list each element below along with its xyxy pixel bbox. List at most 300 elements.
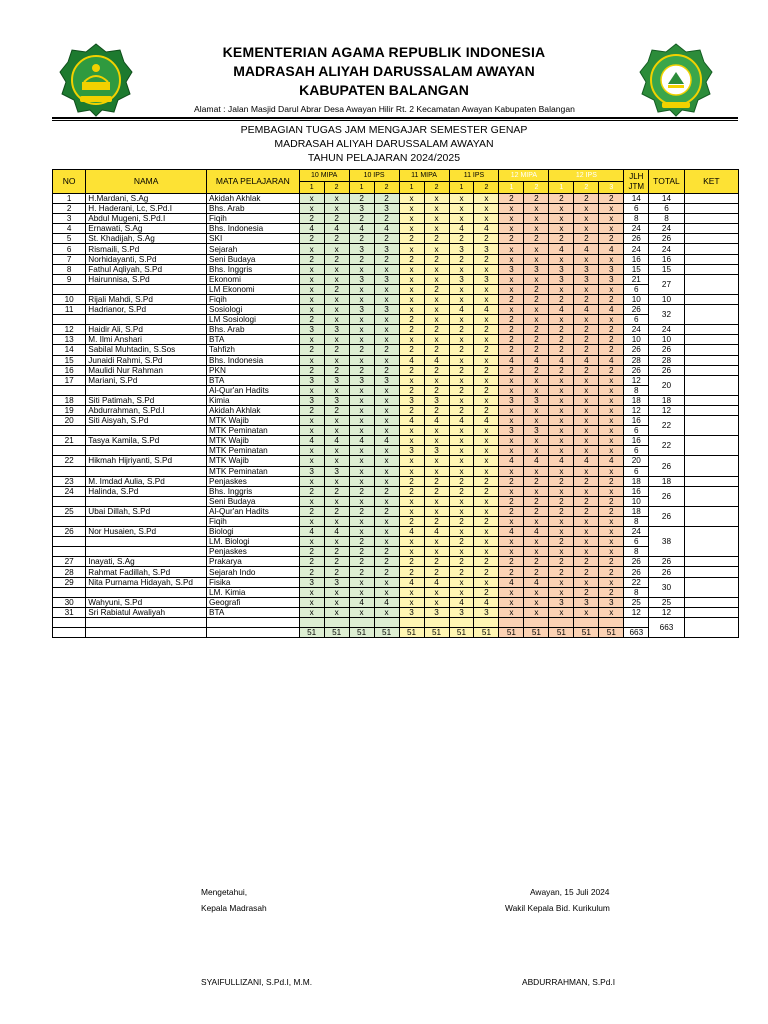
cell-hours: x [299,416,324,426]
cell-hours: 2 [374,547,399,557]
cell-nama: Hadrianor, S.Pd [86,305,207,315]
cell-nama: Junaidi Rahmi, S.Pd [86,355,207,365]
cell-hours: 2 [299,506,324,516]
cell-hours: 2 [349,506,374,516]
cell-no [53,537,86,547]
cell-hours: x [474,577,499,587]
cell-hours: 4 [449,416,474,426]
cell-hours: 2 [499,365,524,375]
cell-hours: x [424,315,449,325]
cell-hours: x [574,284,599,294]
cell-total: 26 [649,506,684,526]
cell-hours: x [449,284,474,294]
cell-hours: 2 [349,547,374,557]
table-row [53,214,739,224]
cell-hours: 2 [324,284,349,294]
cell-nama: Inayati, S.Ag [86,557,207,567]
cell-hours: 4 [324,436,349,446]
header-school: MADRASAH ALIYAH DARUSSALAM AWAYAN [233,63,535,79]
cell-hours: x [524,315,549,325]
cell-hours: 3 [449,244,474,254]
cell-hours: 2 [299,486,324,496]
cell-hours: x [499,254,524,264]
cell-total: 24 [649,325,684,335]
cell-hours: 2 [499,194,524,204]
cell-hours: x [524,466,549,476]
cell-hours: x [299,496,324,506]
cell-hours: x [399,587,424,597]
cell-hours: 3 [299,466,324,476]
cell-hours: 2 [524,567,549,577]
cell-total: 10 [649,335,684,345]
cell-hours: 2 [399,365,424,375]
col-header-section: 2 [324,182,349,194]
cell-no: 25 [53,506,86,516]
cell-column-total: 51 [574,628,599,638]
cell-total: 26 [649,345,684,355]
table-row [53,335,739,345]
cell-hours: x [424,194,449,204]
cell-jlh: 10 [624,294,649,304]
cell-hours: 4 [499,456,524,466]
col-header-section: 2 [474,182,499,194]
cell-hours: x [499,587,524,597]
sign-right-name: ABDURRAHMAN, S.Pd.I [522,977,616,987]
cell-hours: 3 [324,395,349,405]
cell-nama: Sri Rabiatul Awaliyah [86,607,207,617]
cell-hours: 2 [299,557,324,567]
cell-grand-total: 663 [649,617,684,637]
header-ministry: KEMENTERIAN AGAMA REPUBLIK INDONESIA [222,44,546,60]
cell-hours: x [399,224,424,234]
cell-hours: x [324,294,349,304]
cell-hours: 4 [599,355,624,365]
cell-nama: Tasya Kamila, S.Pd [86,436,207,446]
cell-hours: x [474,375,499,385]
col-header-jlh: JLH JTM [624,170,649,194]
cell-mapel: Bhs. Indonesia [207,224,300,234]
cell-hours: x [599,416,624,426]
cell-nama: Rismaili, S.Pd [86,244,207,254]
cell-ket [684,194,738,204]
cell-mapel: Bhs. Arab [207,204,300,214]
cell-hours: 2 [299,254,324,264]
cell-hours: x [524,204,549,214]
cell-empty [349,617,374,627]
cell-hours: x [299,204,324,214]
header-rule-thin [52,120,738,121]
cell-jlh: 16 [624,486,649,496]
cell-nama: M. Ilmi Anshari [86,335,207,345]
cell-ket [684,365,738,375]
cell-hours: 2 [374,214,399,224]
table-row [53,537,739,547]
cell-hours: 2 [399,405,424,415]
cell-hours: x [474,194,499,204]
cell-total: 20 [649,375,684,395]
cell-jlh: 26 [624,345,649,355]
cell-hours: x [474,446,499,456]
cell-jlh: 20 [624,456,649,466]
cell-nama [86,284,207,294]
cell-no: 7 [53,254,86,264]
cell-hours: x [449,315,474,325]
cell-hours: 2 [474,234,499,244]
cell-ket [684,214,738,224]
cell-mapel: MTK Peminatan [207,446,300,456]
table-row [53,204,739,214]
cell-hours: x [474,436,499,446]
cell-hours: 2 [374,506,399,516]
cell-hours: x [349,294,374,304]
cell-empty [207,617,300,627]
cell-hours: x [599,426,624,436]
header-address: Alamat : Jalan Masjid Darul Abrar Desa Awayan Hilir Rt. 2 Kecamatan Awayan Kabupaten Balangan [194,104,575,114]
cell-mapel: BTA [207,375,300,385]
cell-hours: x [474,315,499,325]
cell-hours: x [449,466,474,476]
cell-jlh: 16 [624,436,649,446]
cell-hours: x [574,547,599,557]
cell-hours: x [349,355,374,365]
cell-hours: x [474,335,499,345]
cell-hours: x [474,496,499,506]
cell-hours: 2 [549,234,574,244]
col-header-ket: KET [684,170,738,194]
cell-empty [299,617,324,627]
cell-hours: 2 [299,315,324,325]
cell-no: 26 [53,527,86,537]
cell-hours: 2 [524,345,549,355]
cell-mapel: SKI [207,234,300,244]
cell-hours: 3 [599,264,624,274]
cell-hours: 2 [299,567,324,577]
cell-nama: Nita Purnama Hidayah, S.Pd [86,577,207,587]
cell-empty [53,617,86,627]
cell-hours: 2 [474,567,499,577]
cell-hours: x [499,517,524,527]
cell-hours: x [524,224,549,234]
cell-no: 11 [53,305,86,315]
cell-jlh: 18 [624,476,649,486]
cell-hours: x [449,294,474,304]
cell-mapel: Seni Budaya [207,254,300,264]
cell-hours: 3 [374,375,399,385]
cell-nama [86,466,207,476]
cell-nama: Ubai Dillah, S.Pd [86,506,207,516]
cell-hours: x [574,315,599,325]
cell-hours: x [299,517,324,527]
cell-hours: x [424,597,449,607]
cell-hours: 2 [549,567,574,577]
cell-hours: 2 [474,587,499,597]
cell-hours: x [324,385,349,395]
cell-hours: x [399,194,424,204]
cell-hours: 2 [424,254,449,264]
cell-hours: 2 [499,506,524,516]
cell-hours: x [474,214,499,224]
cell-hours: 2 [549,365,574,375]
cell-hours: x [599,395,624,405]
cell-hours: 2 [474,517,499,527]
col-header-class-group: 10 IPS [349,170,399,182]
cell-hours: x [599,466,624,476]
table-row-blank [53,617,739,627]
cell-nama: Sabilal Muhtadin, S.Sos [86,345,207,355]
cell-jlh: 10 [624,335,649,345]
cell-jlh: 12 [624,405,649,415]
cell-hours: x [574,527,599,537]
cell-hours: x [474,294,499,304]
cell-mapel: MTK Wajib [207,436,300,446]
cell-hours: 4 [474,416,499,426]
cell-hours: 4 [449,224,474,234]
cell-empty [86,628,207,638]
cell-hours: x [449,446,474,456]
cell-nama [86,426,207,436]
cell-hours: 2 [449,365,474,375]
cell-jlh: 8 [624,547,649,557]
cell-mapel: BTA [207,607,300,617]
cell-mapel: Bhs. Indonesia [207,355,300,365]
table-row [53,294,739,304]
cell-hours: 2 [524,365,549,375]
cell-hours: x [399,335,424,345]
cell-hours: x [449,436,474,446]
cell-total: 26 [649,365,684,375]
cell-column-total: 51 [324,628,349,638]
cell-hours: 3 [599,597,624,607]
cell-hours: x [299,587,324,597]
table-row [53,587,739,597]
cell-hours: x [424,587,449,597]
cell-hours: 2 [324,506,349,516]
cell-hours: x [549,577,574,587]
cell-hours: 2 [524,294,549,304]
cell-no: 3 [53,214,86,224]
cell-ket [684,345,738,355]
cell-ket [684,436,738,456]
cell-hours: x [599,375,624,385]
cell-hours: 2 [499,567,524,577]
doc-title: PEMBAGIAN TUGAS JAM MENGAJAR SEMESTER GENAP [240,124,528,136]
cell-jlh-total: 663 [624,628,649,638]
cell-hours: 4 [299,436,324,446]
cell-ket [684,325,738,335]
cell-hours: x [449,194,474,204]
cell-jlh: 8 [624,385,649,395]
cell-hours: x [349,284,374,294]
cell-hours: x [599,607,624,617]
cell-column-total: 51 [349,628,374,638]
cell-hours: x [324,355,349,365]
table-row [53,385,739,395]
cell-hours: 2 [399,234,424,244]
cell-hours: 3 [324,325,349,335]
cell-hours: x [399,547,424,557]
cell-hours: x [299,597,324,607]
cell-ket [684,244,738,254]
table-row [53,416,739,426]
table-row [53,527,739,537]
cell-hours: 2 [324,365,349,375]
col-header-nama: NAMA [86,170,207,194]
cell-hours: x [424,214,449,224]
cell-hours: 4 [574,244,599,254]
col-header-section: 1 [349,182,374,194]
cell-hours: 4 [374,597,399,607]
cell-ket [684,274,738,294]
cell-hours: x [474,547,499,557]
cell-hours: x [324,587,349,597]
cell-ket [684,234,738,244]
cell-hours: 2 [499,345,524,355]
cell-hours: 2 [574,194,599,204]
table-row [53,315,739,325]
cell-mapel: Penjaskes [207,547,300,557]
cell-hours: x [399,264,424,274]
cell-hours: 2 [474,254,499,264]
col-header-section: 1 [399,182,424,194]
cell-hours: x [474,537,499,547]
cell-hours: x [524,517,549,527]
cell-nama: H. Haderani, Lc, S.Pd.I [86,204,207,214]
cell-hours: 4 [474,597,499,607]
cell-empty [207,628,300,638]
cell-hours: x [399,294,424,304]
col-header-class-group: 12 IPS [549,170,624,182]
cell-hours: 2 [424,325,449,335]
cell-hours: x [374,466,399,476]
table-row [53,456,739,466]
cell-nama: Mariani, S.Pd [86,375,207,385]
cell-hours: 4 [524,456,549,466]
table-row [53,234,739,244]
cell-hours: x [549,547,574,557]
doc-subtitle: MADRASAH ALIYAH DARUSSALAM AWAYAN [274,138,494,150]
cell-hours: x [549,395,574,405]
cell-hours: 3 [399,607,424,617]
table-row [53,274,739,284]
cell-hours: x [599,577,624,587]
cell-hours: x [499,466,524,476]
cell-ket [684,557,738,567]
cell-hours: x [399,496,424,506]
cell-empty [599,617,624,627]
cell-hours: x [349,264,374,274]
cell-hours: x [349,315,374,325]
col-header-section: 2 [524,182,549,194]
cell-hours: x [574,446,599,456]
cell-total: 32 [649,305,684,325]
cell-hours: 2 [474,557,499,567]
cell-hours: 2 [549,194,574,204]
cell-column-total: 51 [474,628,499,638]
cell-hours: 2 [524,325,549,335]
sign-left-name: SYAIFULLIZANI, S.Pd.I, M.M. [201,977,313,987]
cell-hours: x [449,375,474,385]
cell-hours: x [299,426,324,436]
cell-hours: 4 [299,527,324,537]
cell-hours: 3 [324,466,349,476]
cell-hours: 2 [399,517,424,527]
cell-jlh: 6 [624,537,649,547]
cell-jlh: 24 [624,527,649,537]
cell-hours: x [574,436,599,446]
cell-hours: 4 [499,527,524,537]
cell-hours: 4 [574,456,599,466]
cell-jlh: 21 [624,274,649,284]
cell-total: 22 [649,436,684,456]
cell-hours: 2 [449,345,474,355]
cell-mapel: Fiqih [207,294,300,304]
cell-no: 21 [53,436,86,446]
cell-mapel: MTK Wajib [207,456,300,466]
cell-hours: x [599,204,624,214]
cell-hours: 2 [374,557,399,567]
cell-hours: x [424,274,449,284]
cell-hours: 2 [399,345,424,355]
cell-jlh: 12 [624,375,649,385]
cell-hours: 3 [499,264,524,274]
cell-jlh: 26 [624,567,649,577]
cell-hours: 2 [349,194,374,204]
table-row [53,476,739,486]
cell-nama: H.Mardani, S.Ag [86,194,207,204]
cell-total: 25 [649,597,684,607]
cell-hours: x [324,496,349,506]
cell-nama [86,496,207,506]
cell-hours: 2 [449,476,474,486]
cell-no: 29 [53,577,86,587]
cell-jlh: 18 [624,506,649,516]
cell-hours: x [424,204,449,214]
cell-hours: x [324,517,349,527]
cell-no: 20 [53,416,86,426]
cell-hours: x [399,597,424,607]
cell-hours: x [349,466,374,476]
cell-hours: 2 [499,335,524,345]
cell-mapel: Al-Qur'an Hadits [207,506,300,516]
cell-hours: 2 [324,234,349,244]
cell-total: 22 [649,416,684,436]
col-header-total: TOTAL [649,170,684,194]
cell-hours: x [499,537,524,547]
cell-no: 28 [53,567,86,577]
cell-hours: x [399,375,424,385]
cell-no [53,446,86,456]
cell-no [53,385,86,395]
cell-nama: St. Khadijah, S.Ag [86,234,207,244]
cell-hours: x [374,476,399,486]
cell-hours: 2 [499,476,524,486]
cell-ket [684,375,738,395]
cell-hours: x [299,476,324,486]
cell-hours: 2 [349,345,374,355]
cell-hours: 2 [549,506,574,516]
cell-jlh: 10 [624,496,649,506]
cell-hours: 2 [449,537,474,547]
cell-hours: x [424,496,449,506]
cell-hours: x [374,426,399,436]
cell-jlh: 25 [624,597,649,607]
cell-hours: 3 [524,395,549,405]
cell-hours: 2 [574,557,599,567]
cell-jlh: 24 [624,224,649,234]
cell-hours: 2 [349,486,374,496]
cell-ket [684,567,738,577]
cell-hours: x [599,537,624,547]
